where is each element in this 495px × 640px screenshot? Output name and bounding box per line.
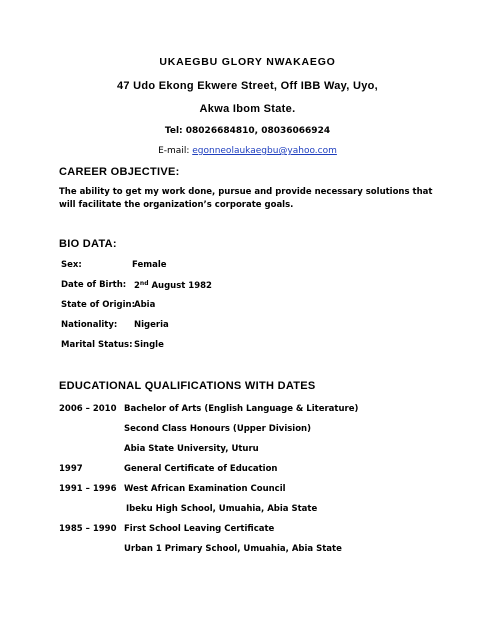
dob-suffix: nd <box>139 280 149 287</box>
dob-rest: August 1982 <box>148 281 212 291</box>
nationality-label: Nationality: <box>61 320 118 330</box>
sex-label: Sex: <box>61 260 82 270</box>
bio-data-heading: BIO DATA: <box>59 238 117 250</box>
edu-year: 2006 – 2010 <box>59 404 117 414</box>
email-link[interactable]: egonneolaukaegbu@yahoo.com <box>192 146 337 156</box>
edu-detail: First School Leaving Certificate <box>124 524 275 534</box>
sex-value: Female <box>132 260 167 270</box>
edu-detail: West African Examination Council <box>124 484 286 494</box>
applicant-name: UKAEGBU GLORY NWAKAEGO <box>159 56 336 68</box>
career-objective-heading: CAREER OBJECTIVE: <box>59 166 180 178</box>
email-line <box>0 146 495 156</box>
edu-year: 1997 <box>59 464 83 474</box>
origin-label: State of Origin: <box>61 300 135 310</box>
edu-detail: Abia State University, Uturu <box>124 444 259 454</box>
origin-value: Abia <box>134 300 156 310</box>
edu-detail: Ibeku High School, Umuahia, Abia State <box>126 504 318 514</box>
dob-day: 2 <box>134 281 140 291</box>
nationality-value: Nigeria <box>134 320 169 330</box>
career-objective-text: The ability to get my work done, pursue and provide necessary solutions that will facilitate the organization’s corporate goals. <box>59 187 433 210</box>
address-line-1: 47 Udo Ekong Ekwere Street, Off IBB Way, Uyo, <box>116 80 379 92</box>
marital-label: Marital Status: <box>61 340 133 350</box>
marital-value: Single <box>134 340 164 350</box>
email-label: E-mail: <box>158 146 193 156</box>
edu-detail: Second Class Honours (Upper Division) <box>124 424 311 434</box>
dob-label: Date of Birth: <box>61 280 127 290</box>
education-heading: EDUCATIONAL QUALIFICATIONS WITH DATES <box>59 380 316 392</box>
edu-detail: Bachelor of Arts (English Language & Literature) <box>124 404 359 414</box>
address-line-2: Akwa Ibom State. <box>199 103 296 115</box>
telephone: Tel: 08026684810, 08036066924 <box>164 126 331 136</box>
edu-year: 1985 – 1990 <box>59 524 117 534</box>
edu-detail: Urban 1 Primary School, Umuahia, Abia State <box>124 544 342 554</box>
dob-value <box>134 280 212 291</box>
edu-year: 1991 – 1996 <box>59 484 117 494</box>
edu-detail: General Certificate of Education <box>124 464 278 474</box>
